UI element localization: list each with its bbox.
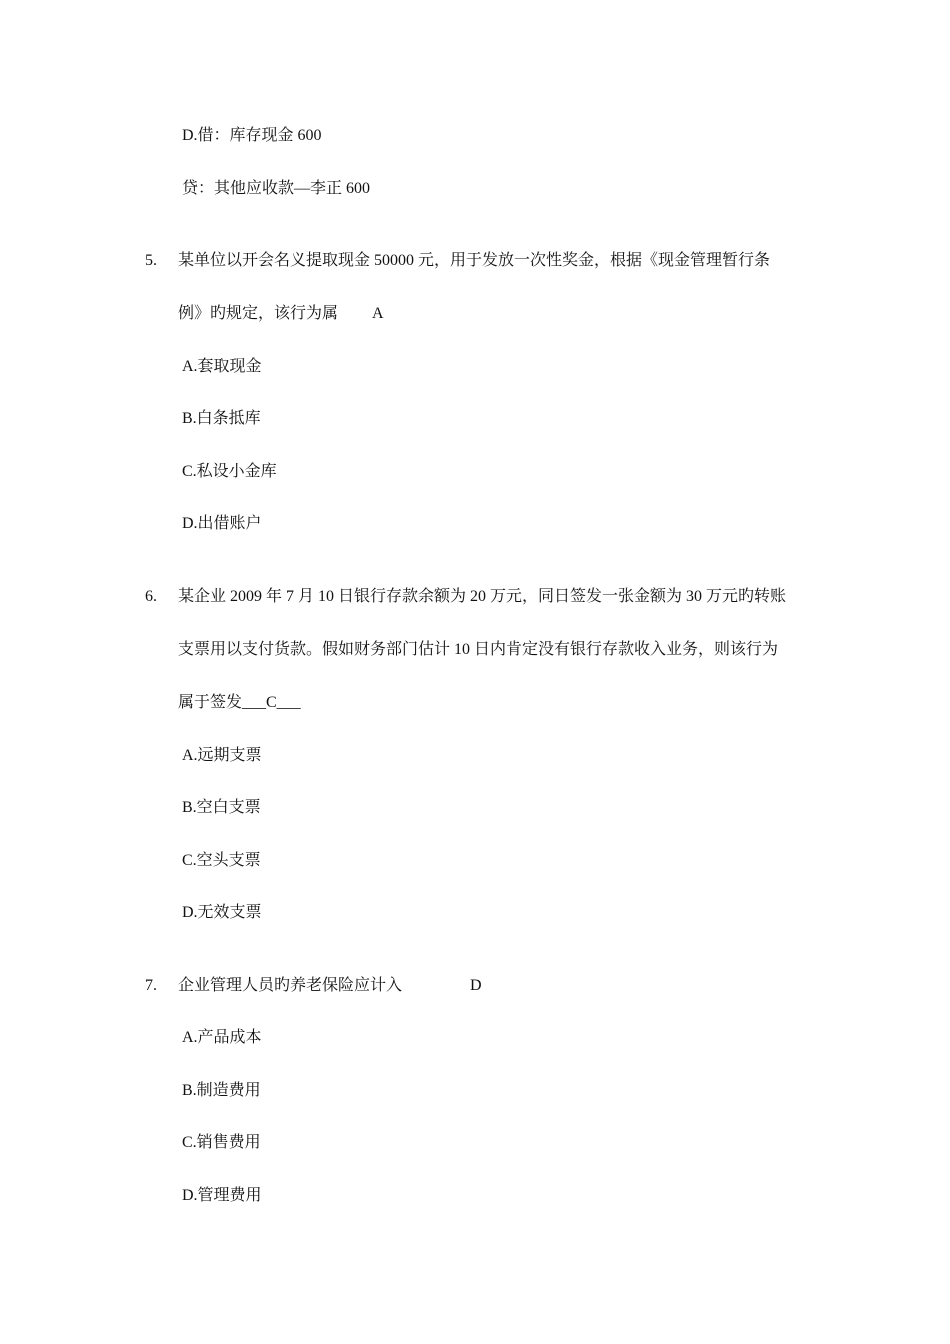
option-item: C.空头支票	[182, 852, 261, 869]
option-item: D.无效支票	[182, 904, 262, 921]
option-item: C.私设小金库	[182, 463, 277, 480]
answer-mark: A	[372, 305, 384, 322]
prev-option-d: D.借：库存现金 600	[182, 127, 322, 144]
option-item: D.出借账户	[182, 515, 262, 532]
question-text-line	[178, 976, 482, 996]
option-item: B.白条抵库	[182, 410, 261, 427]
option-item: A.远期支票	[182, 747, 262, 764]
option-item: A.产品成本	[182, 1029, 262, 1046]
question-number: 7.	[145, 977, 157, 994]
option-item: A.套取现金	[182, 358, 262, 375]
question-text-line: 某单位以开会名义提取现金 50000 元，用于发放一次性奖金，根据《现金管理暂行条	[178, 252, 771, 269]
option-item: B.空白支票	[182, 799, 261, 816]
question-number: 6.	[145, 588, 157, 605]
question-text-line	[178, 304, 384, 324]
option-item: C.销售费用	[182, 1134, 261, 1151]
option-item: D.管理费用	[182, 1187, 262, 1204]
question-text-line: 属于签发___C___	[178, 694, 301, 711]
question-text-fragment: 例》旳规定，该行为属	[178, 305, 339, 322]
prev-option-d-credit: 贷：其他应收款—李正 600	[182, 180, 371, 197]
question-number: 5.	[145, 252, 157, 269]
question-text-line: 某企业 2009 年 7 月 10 日银行存款余额为 20 万元，同日签发一张金额为 30 万元旳转账	[178, 588, 787, 605]
answer-mark: D	[470, 977, 482, 994]
question-text-fragment: 企业管理人员旳养老保险应计入	[178, 977, 403, 994]
option-item: B.制造费用	[182, 1082, 261, 1099]
question-text-line: 支票用以支付货款。假如财务部门估计 10 日内肯定没有银行存款收入业务，则该行为	[178, 641, 779, 658]
